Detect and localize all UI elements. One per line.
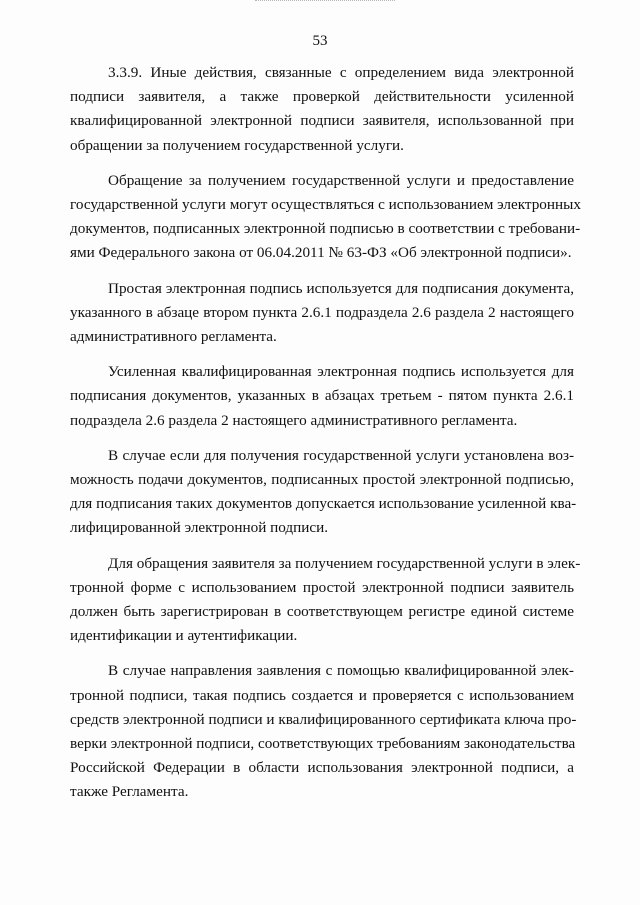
- paragraph-qualified-signature: [70, 360, 574, 433]
- text-line: государственной услуги могут осуществляться с использованием электронных: [70, 196, 581, 214]
- paragraph-qualified-application: [70, 659, 577, 804]
- text-line: средств электронной подписи и квалифицированного сертификата ключа про-: [70, 710, 577, 728]
- text-line: указанного в абзаце втором пункта 2.6.1 подраздела 2.6 раздела 2 настоящего: [70, 303, 574, 321]
- text-line: ями Федерального закона от 06.04.2011 № 63-ФЗ «Об электронной подписи».: [70, 244, 572, 262]
- text-line: также Регламента.: [70, 783, 189, 801]
- text-line: подписи заявителя, а также проверкой действительности усиленной: [70, 88, 574, 106]
- text-line: лифицированной электронной подписи.: [70, 519, 329, 537]
- scan-artifact: [255, 0, 395, 7]
- text-line: Для обращения заявителя за получением государственной услуги в элек-: [108, 554, 581, 572]
- text-line: Обращение за получением государственной услуги и предоставление: [108, 171, 574, 189]
- text-line: подписания документов, указанных в абзацах третьем - пятом пункта 2.6.1: [70, 387, 574, 405]
- text-line: должен быть зарегистрирован в соответствующем регистре единой системе: [70, 603, 574, 621]
- text-line: обращении за получением государственной услуги.: [70, 136, 404, 154]
- text-line: 3.3.9. Иные действия, связанные с определением вида электронной: [108, 64, 574, 81]
- paragraph-electronic-documents: [70, 169, 581, 266]
- text-line: идентификации и аутентификации.: [70, 627, 298, 645]
- document-body: [70, 61, 581, 816]
- text-line: верки электронной подписи, соответствующих требованиям законодательства: [70, 735, 576, 753]
- paragraph-registration: [70, 552, 581, 649]
- text-line: подраздела 2.6 раздела 2 настоящего административного регламента.: [70, 411, 518, 429]
- text-line: тронной подписи, такая подпись создается и проверяется с использованием: [70, 686, 574, 704]
- text-line: Усиленная квалифицированная электронная подпись используется для: [108, 363, 574, 381]
- text-line: В случае направления заявления с помощью квалифицированной элек-: [108, 662, 574, 680]
- text-line: административного регламента.: [70, 328, 277, 346]
- text-line: можность подачи документов, подписанных простой электронной подписью,: [70, 471, 574, 489]
- text-line: Российской Федерации в области использования электронной подписи, а: [70, 759, 574, 777]
- text-line: квалифицированной электронной подписи заявителя, использованной при: [70, 112, 574, 130]
- text-line: Простая электронная подпись используется для подписания документа,: [108, 279, 574, 297]
- text-line: документов, подписанных электронной подписью в соответствии с требовани-: [70, 220, 581, 238]
- text-line: В случае если для получения государственной услуги установлена воз-: [108, 446, 574, 464]
- page-number: 53: [312, 33, 328, 49]
- paragraph-3-3-9: [70, 61, 574, 158]
- text-line: для подписания таких документов допускается использование усиленной ква-: [70, 495, 577, 513]
- paragraph-simple-signature: [70, 277, 574, 350]
- text-line: тронной форме с использованием простой электронной подписи заявитель: [70, 578, 574, 596]
- paragraph-simple-submission: [70, 444, 577, 541]
